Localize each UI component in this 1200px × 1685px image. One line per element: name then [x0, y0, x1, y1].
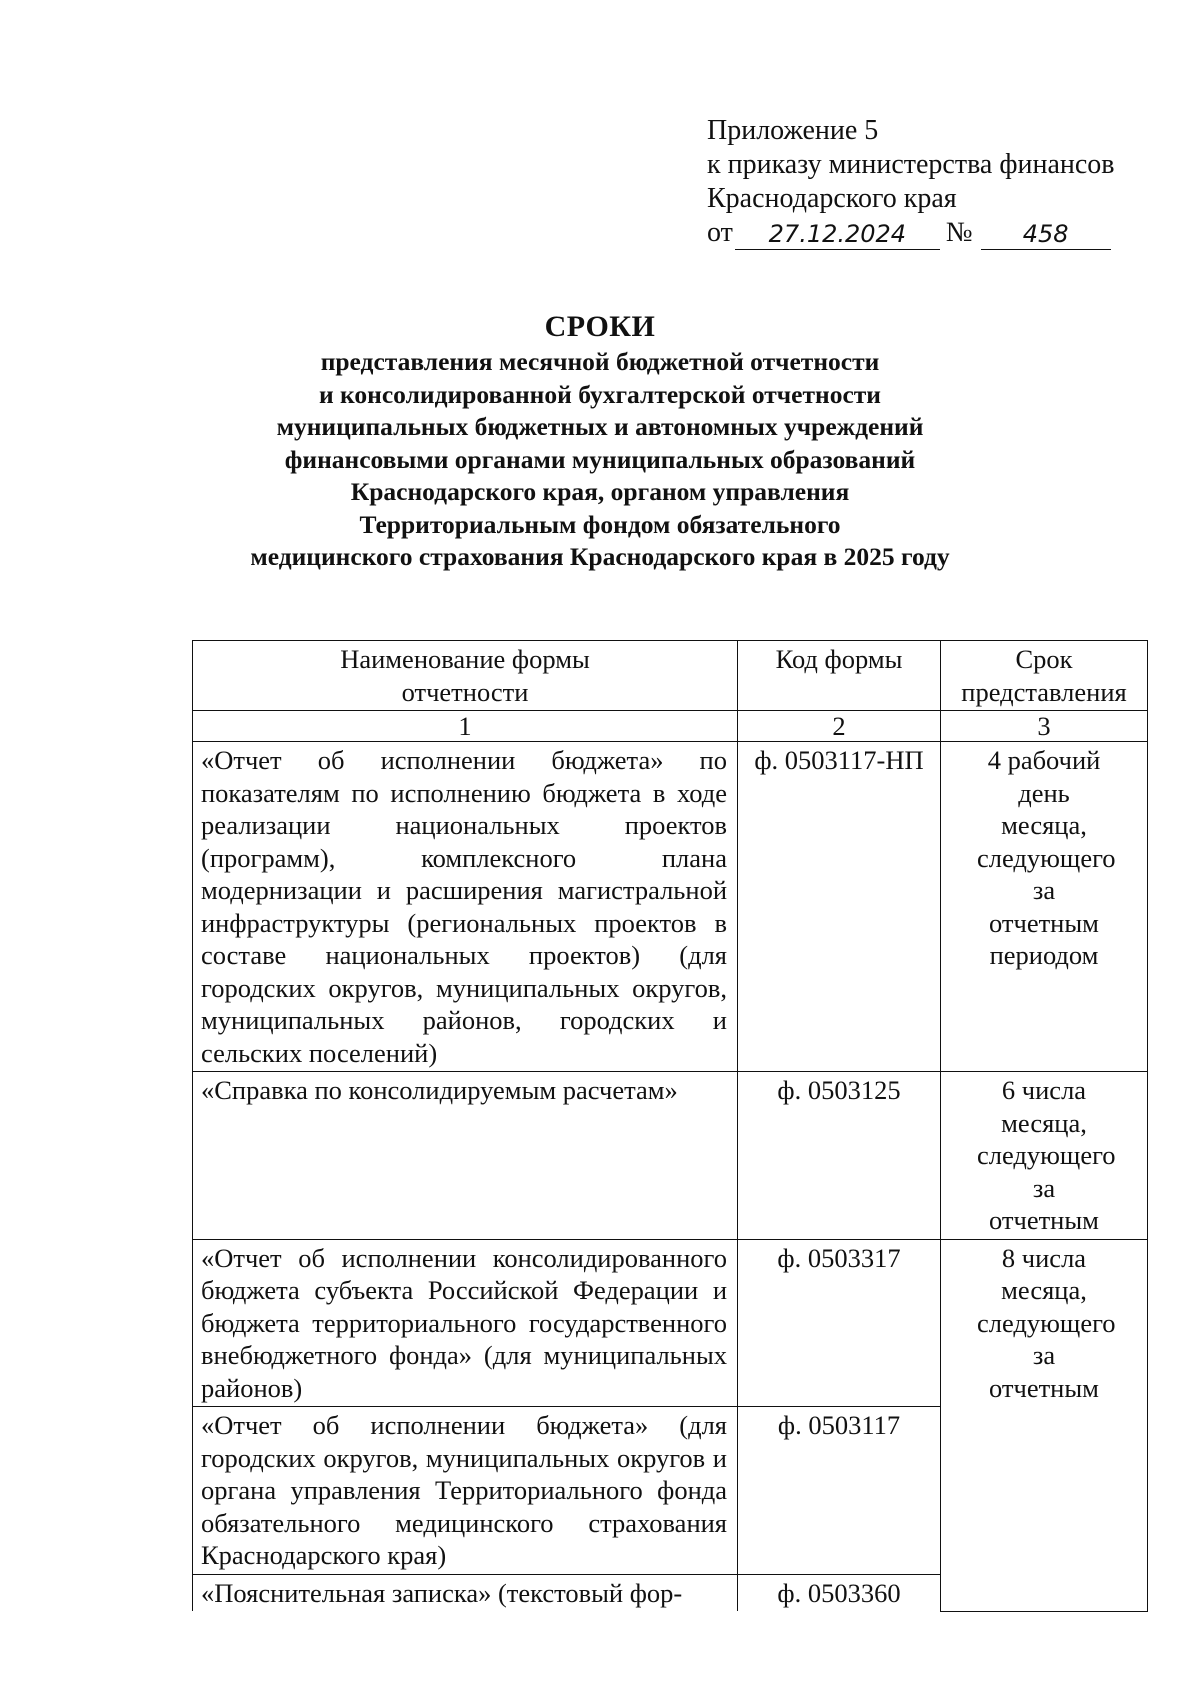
form-code-cell: ф. 0503117-НП — [738, 742, 941, 1072]
form-code-cell: ф. 0503317 — [738, 1239, 941, 1407]
deadline-cell: 6 числа месяца, следующего за отчетным — [941, 1072, 1148, 1240]
form-name-cell: «Отчет об исполнении бюджета» по показателям по исполнению бюджета в ходе реализации национальных проектов (программ), комплексного плана модернизации и расширения магистральной инфраструктуры (региональных проектов в составе национальных проектов) (для городских округов, муниципальных округов, муниципальных районов, городских и сельских поселений) — [193, 742, 738, 1072]
column-number-row — [193, 711, 1148, 742]
document-title: СРОКИ — [544, 310, 656, 343]
form-code-cell: ф. 0503117 — [738, 1407, 941, 1575]
subtitle-line: финансовыми органами муниципальных образований — [284, 444, 916, 474]
handwritten-date: 27.12.2024 — [735, 219, 940, 250]
table-row — [193, 742, 1148, 1072]
deadline-cell: 8 числа месяца, следующего за отчетным — [941, 1239, 1148, 1611]
header-form-name: Наименование формы отчетности — [193, 641, 738, 711]
form-code-cell: ф. 0503125 — [738, 1072, 941, 1240]
table-row — [193, 1239, 1148, 1407]
form-name-cell: «Отчет об исполнении бюджета» (для городских округов, муниципальных округов и органа управления Территориального фонда обязательного медицинского страхования Краснодарского края) — [193, 1407, 738, 1575]
handwritten-number: 458 — [981, 219, 1111, 250]
column-number: 1 — [193, 711, 738, 742]
deadlines-table — [192, 640, 1148, 1612]
deadline-cell: 4 рабочий день месяца, следующего за отчетным периодом — [941, 742, 1148, 1072]
table-row — [193, 1072, 1148, 1240]
subtitle-line: Территориальным фондом обязательного — [359, 509, 841, 539]
column-number: 2 — [738, 711, 941, 742]
subtitle-line: и консолидированной бухгалтерской отчетности — [318, 379, 881, 409]
table-header-row — [193, 641, 1148, 711]
subtitle-line: Краснодарского края, органом управления — [350, 477, 850, 506]
number-sign: № — [945, 217, 973, 248]
appendix-region: Краснодарского края — [707, 183, 957, 214]
subtitle-line: муниципальных бюджетных и автономных учреждений — [276, 412, 924, 441]
appendix-order-ref: к приказу министерства финансов — [707, 149, 1115, 180]
form-name-cell: «Отчет об исполнении консолидированного бюджета субъекта Российской Федерации и бюджета территориального государственного внебюджетного фонда» (для муниципальных районов) — [193, 1239, 738, 1407]
date-prefix: от — [707, 217, 733, 248]
column-number: 3 — [941, 711, 1148, 742]
header-form-code: Код формы — [738, 641, 941, 711]
form-name-cell: «Пояснительная записка» (текстовый фор- — [193, 1574, 738, 1611]
subtitle-line: медицинского страхования Краснодарского края в 2025 году — [250, 542, 950, 571]
subtitle-line: представления месячной бюджетной отчетности — [320, 347, 880, 376]
header-deadline: Срок представления — [941, 641, 1148, 711]
appendix-title: Приложение 5 — [707, 115, 879, 146]
appendix-date-row — [707, 216, 1137, 250]
reporting-table — [192, 640, 1147, 1612]
form-code-cell: ф. 0503360 — [738, 1574, 941, 1611]
appendix-block — [707, 114, 1137, 250]
document-title-block — [150, 308, 1050, 574]
form-name-cell: «Справка по консолидируемым расчетам» — [193, 1072, 738, 1240]
